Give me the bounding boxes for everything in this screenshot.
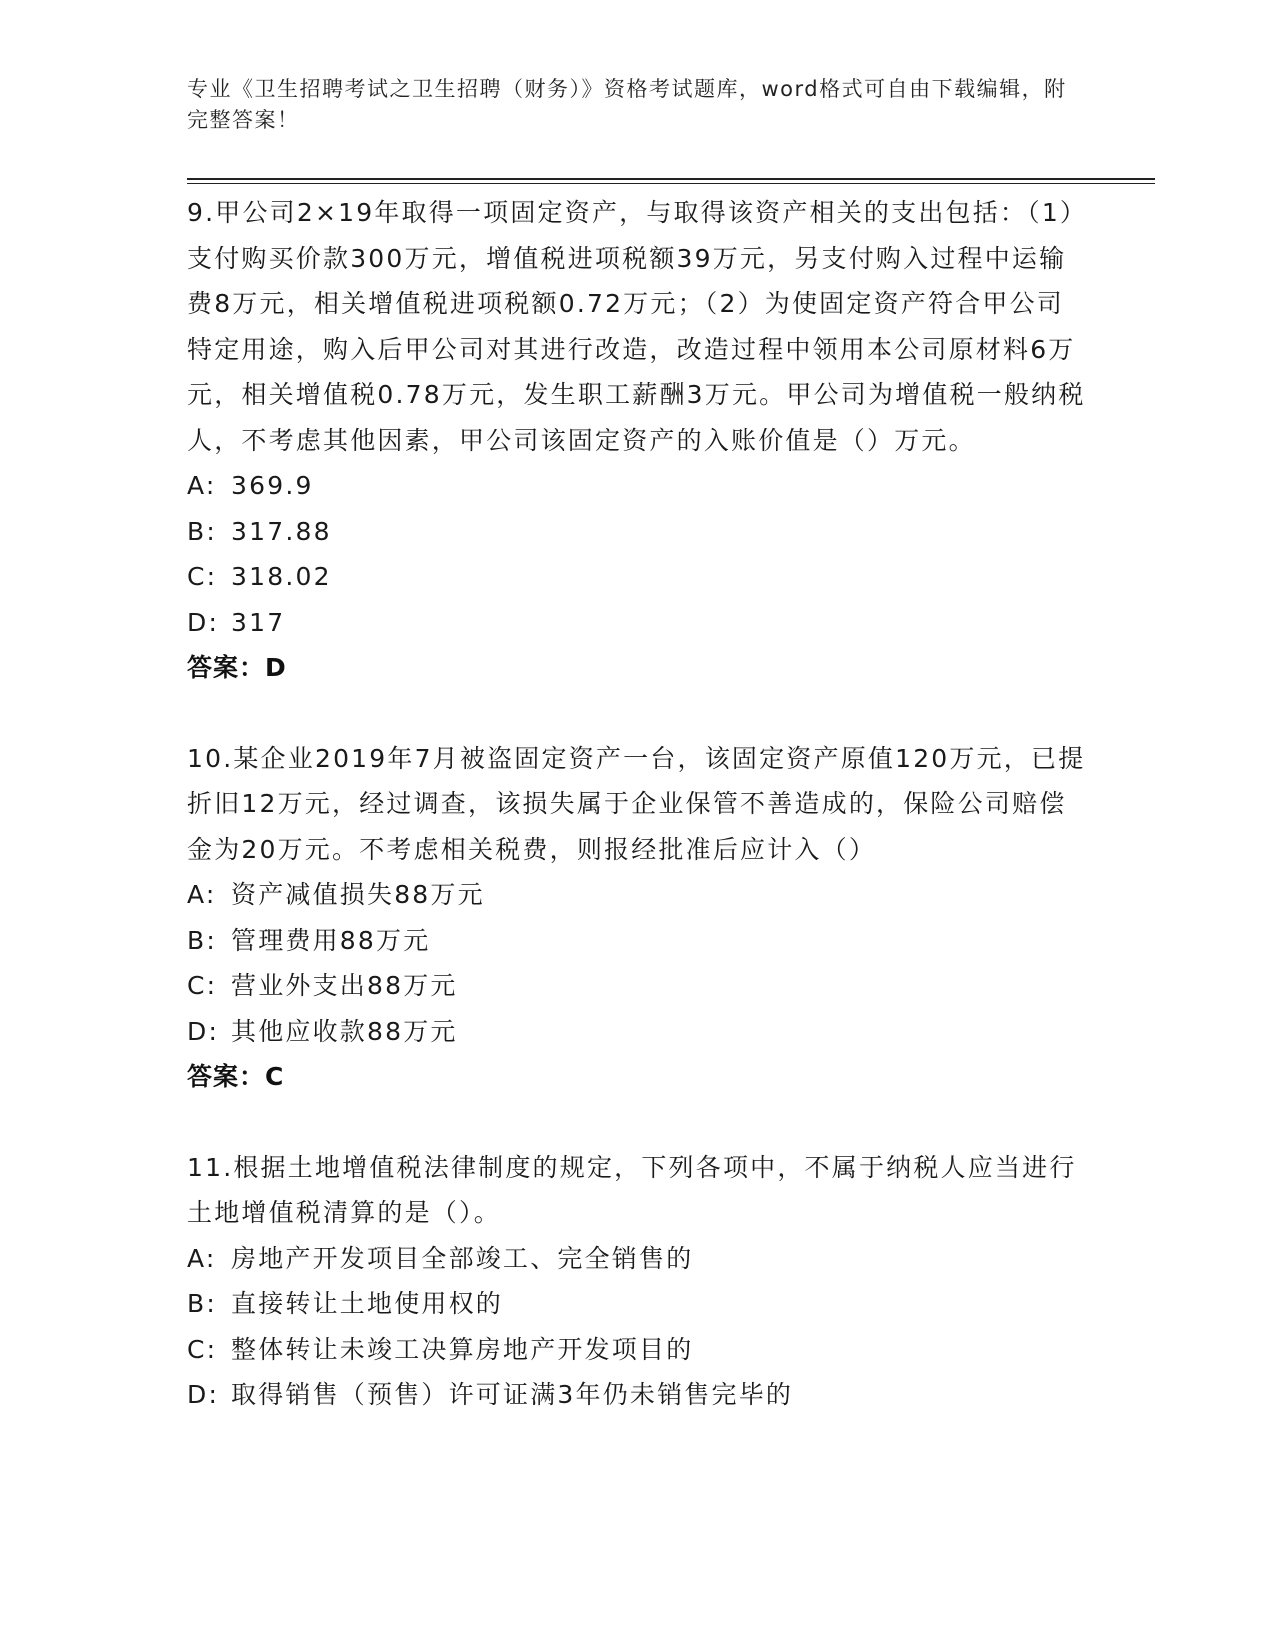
question-spacer <box>187 691 1087 736</box>
option-c <box>187 554 1087 600</box>
option-text: 318.02 <box>231 562 332 591</box>
option-key: A: <box>187 471 217 500</box>
option-key: A: <box>187 880 217 909</box>
option-d <box>187 600 1087 646</box>
option-text: 317.88 <box>231 516 332 546</box>
option-key: C: <box>187 1334 218 1364</box>
question-text: 10.某企业2019年7月被盗固定资产一台，该固定资产原值120万元，已提折旧12万元，经过调查，该损失属于企业保管不善造成的，保险公司赔偿金为20万元。不考虑相关税费，则报经批准后应计入（） <box>187 743 1086 864</box>
question-text: 9.甲公司2×19年取得一项固定资产，与取得该资产相关的支出包括：（1）支付购买价款300万元，增值税进项税额39万元，另支付购入过程中运输费8万元，相关增值税进项税额0.72万元；（2）为使固定资产符合甲公司特定用途，购入后甲公司对其进行改造，改造过程中领用本公司原材料6万元，相关增值税0.78万元，发生职工薪酬3万元。甲公司为增值税一般纳税人，不考虑其他因素，甲公司该固定资产的入账价值是（）万元。 <box>187 198 1086 455</box>
option-text: 其他应收款88万元 <box>231 1016 458 1046</box>
option-text: 取得销售（预售）许可证满3年仍未销售完毕的 <box>231 1380 794 1409</box>
option-text: 资产减值损失88万元 <box>231 880 485 909</box>
answer-line: 答案：D <box>187 653 287 682</box>
question-list <box>187 190 1087 1418</box>
question-9 <box>187 190 1087 691</box>
option-b <box>187 1281 1087 1327</box>
option-c <box>187 1327 1087 1373</box>
document-header: 专业《卫生招聘考试之卫生招聘（财务）》资格考试题库，word格式可自由下载编辑，附完整答案！ <box>187 77 1067 132</box>
option-text: 整体转让未竣工决算房地产开发项目的 <box>231 1334 694 1364</box>
option-b <box>187 918 1087 964</box>
answer-line: 答案：C <box>187 1062 285 1091</box>
option-a <box>187 872 1087 918</box>
option-key: B: <box>187 516 217 546</box>
header-divider-thick <box>187 178 1155 180</box>
option-key: D: <box>187 1016 220 1046</box>
question-10 <box>187 736 1087 1100</box>
option-text: 317 <box>231 607 286 637</box>
option-key: C: <box>187 562 218 591</box>
option-key: C: <box>187 971 218 1000</box>
option-b <box>187 509 1087 555</box>
option-text: 管理费用88万元 <box>231 925 431 955</box>
question-11 <box>187 1145 1087 1418</box>
option-key: A: <box>187 1243 217 1273</box>
header-divider-thin <box>187 183 1155 184</box>
option-key: B: <box>187 1289 217 1318</box>
question-text: 11.根据土地增值税法律制度的规定，下列各项中，不属于纳税人应当进行土地增值税清算的是（）。 <box>187 1152 1077 1227</box>
option-text: 369.9 <box>231 471 314 500</box>
option-key: B: <box>187 925 217 955</box>
option-a <box>187 463 1087 509</box>
option-text: 直接转让土地使用权的 <box>231 1289 504 1318</box>
option-key: D: <box>187 1380 220 1409</box>
question-spacer <box>187 1100 1087 1145</box>
option-text: 营业外支出88万元 <box>231 971 458 1000</box>
option-text: 房地产开发项目全部竣工、完全销售的 <box>231 1243 694 1273</box>
option-d <box>187 1372 1087 1418</box>
option-a <box>187 1236 1087 1282</box>
option-key: D: <box>187 607 220 637</box>
option-c <box>187 963 1087 1009</box>
option-d <box>187 1009 1087 1055</box>
